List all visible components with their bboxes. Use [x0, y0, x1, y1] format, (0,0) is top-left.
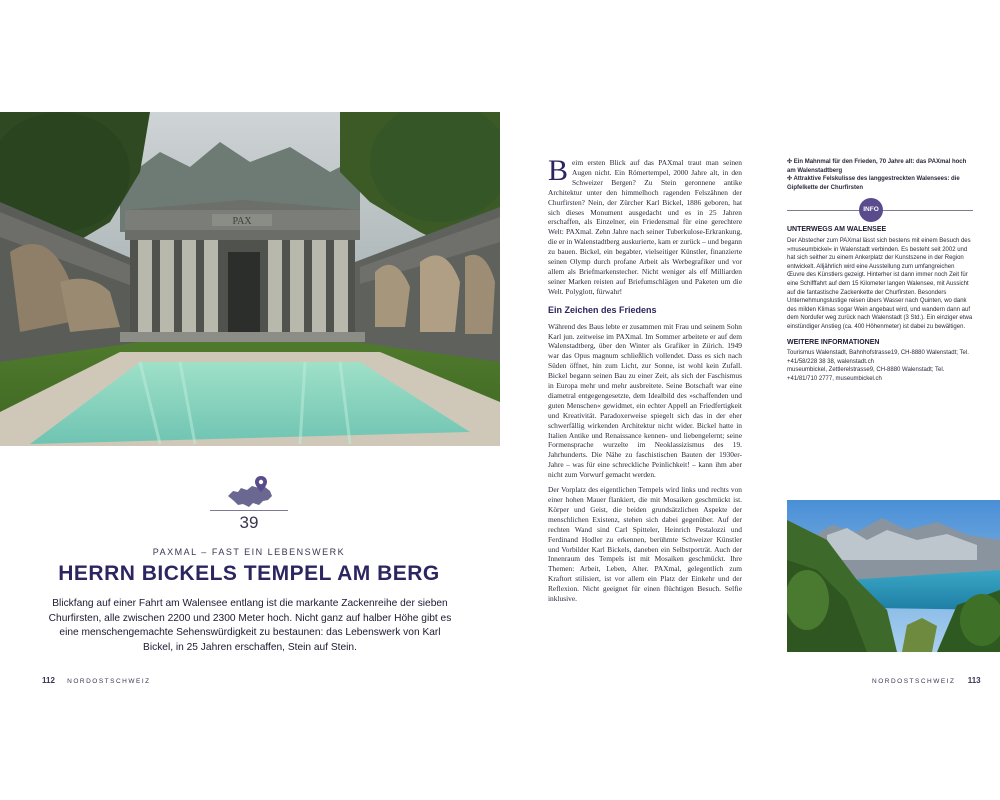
- kicker: PAXMAL – FAST EIN LEBENSWERK: [152, 547, 346, 557]
- body-paragraph-1: [548, 154, 742, 297]
- info-text: Der Abstecher zum PAXmal lässt sich bestens mit einem Besuch des »museumbickel« in Walenstadt verbinden. Es besteht seit 2002 und hat sich seither zu einem Ankerplatz der Kunstszene in der Region entwickelt. Alljährlich wird eine Ausstellung zum umfangreichen Œuvre des Künstlers gezeigt. Hinterher ist dann immer noch Zeit für eine Schifffahrt auf dem 15 Kilometer langen Walensee, mit Aussicht auf die fantastische Zackenkette der Churfirsten. Besonders Unternehmungslustige reisen übers Wasser nach Quinten, wo dank des milden Klimas sogar Wein angebaut wird, und wandern dann auf dem Nordufer weg zurück nach Walenstadt (3 Std.). Ein einziger etwa einstündiger Anstieg (ca. 400 Höhenmeter) ist dabei zu bewältigen.: [787, 237, 973, 330]
- info-heading: UNTERWEGS AM WALENSEE: [787, 226, 887, 234]
- number-rule: [210, 510, 288, 511]
- more-info-text-2: museumbickel, Zettlerelstrasse9, CH-8880 Walenstadt; Tel. +41/81/710 2777, museumbickel.ch: [787, 367, 945, 382]
- temple-inscription: PAX: [232, 216, 252, 227]
- caption-item: ✣ Attraktive Felskulisse des langgestreckten Walensees: die Gipfelkette der Churfirsten: [787, 176, 960, 191]
- dropcap: B: [548, 154, 569, 187]
- more-info-text-1: Tourismus Walenstadt, Bahnhofstrasse19, CH-8880 Walenstadt; Tel. +41/58/228 38 38, walenstadt.ch: [787, 350, 969, 365]
- walensee-photo: [787, 500, 1000, 652]
- caption-item: ✣ Ein Mahnmal für den Frieden, 70 Jahre alt: das PAXmal hoch am Walenstadtberg: [787, 159, 967, 174]
- left-folio: [42, 676, 151, 685]
- info-badge: INFO: [859, 198, 883, 222]
- section-name-right: NORDOSTSCHWEIZ: [872, 678, 956, 685]
- right-folio: [872, 676, 981, 685]
- page-number-right: 113: [967, 676, 981, 685]
- section-name-left: NORDOSTSCHWEIZ: [67, 678, 151, 685]
- page-number-left: 112: [42, 676, 55, 685]
- body-paragraph-3: Der Vorplatz des eigentlichen Tempels wird links und rechts von einer hohen Mauer flankiert, die mit Mosaiken geschmückt ist. Körper und Geist, die beiden grundsätzlichen Aspekte der menschlichen Existenz, stehen sich dabei gegenüber. Auf der rechten Wand sind Carl Spitteler, Heinrich Pestalozzi und Ferdinand Hodler zu erkennen, berühmte Schweizer Künstler und Vorbilder Karl Bickels, daneben ein Selbstporträt. Auch der Innenraum des Tempels ist mit Mosaiken geschmückt. Ihre Themen: Arbeit, Leben, Alter. PAXmal, gelegentlich zum Kraftort stilisiert, ist vor allem ein Platz der Einkehr und der Reflexion. Nicht geeignet für einen flüchtigen Besuch. Selfie inklusive.: [548, 485, 742, 604]
- right-page: [500, 112, 1000, 692]
- paxmal-temple-photo: [0, 112, 500, 446]
- photo-captions: [787, 158, 973, 192]
- lead-paragraph: Blickfang auf einer Fahrt am Walensee entlang ist die markante Zackenreihe der sieben Churfirsten, alle zwischen 2200 und 2300 Meter hoch. Nicht ganz auf halber Höhe gibt es eine menschengemachte Sehenswürdigkeit zu bestaunen: das Lebenswerk von Karl Bickel, in 25 Jahren erschaffen, Stein auf Stein.: [48, 598, 452, 653]
- more-info-heading: WEITERE INFORMATIONEN: [787, 338, 880, 346]
- body-paragraph-2: Während des Baus lebte er zusammen mit Frau und seinem Sohn Karl jun. zeitweise im PAXmal. Im Sommer arbeitete er auf dem Walenstadtberg, über den Winter als Grafiker in Zürich. 1949 war das Opus magnum schließlich vollendet. Dass es sich nach Süden öffnet, hin zum Licht, zur Sonne, ist wohl kein Zufall. Bickel begann seinen Bau zu einer Zeit, als sich der Faschismus in Europa mehr und mehr ausbreitete. Seine Botschaft war eine diametral entgegengesetzte, dem Idealbild des »schaffenden und guten Menschen« gewidmet, ein echter Appell an Friedfertigkeit und Kreativität. Paradoxerweise spiegelt sich das in der eher schwerfällig wirkenden Architektur nicht wider. Bickel hatte in Italien Antike und Renaissance kennen- und liebengelernt; seine Formensprache wurzelte im Neoklassizismus des 19. Jahrhunderts. Die Nähe zu faschistischen Bauten der 1930er-Jahre – was für eine schreckliche Peinlichkeit! – kann ihm aber nicht zum Vorwurf gemacht werden.: [548, 321, 742, 480]
- body-text-1: eim ersten Blick auf das PAXmal traut man seinen Augen nicht. Ein Römertempel, 2000 Jahre alt, in den Schweizer Bergen? Zu Stein geronnene antike Architektur unter den himmelhoch ragenden Felszähnen der Churfirsten? Nein, der Zürcher Karl Bickel, 1886 geboren, hat sich dieses Monument ausgedacht und es in 25 Jahren erschaffen, als Einzelner, ein Friedensmal für eine gerechtere Welt: PAXmal. Zehn Jahre nach seiner Tuberkulose-Erkrankung, die er in Walenstadtberg auskurierte, kam er zurück – und begann zu bauen. Bickel, ein begabter, vielseitiger Künstler, finanzierte seinen Olymp durch profane Arbeit als Werbegrafiker und vor allem als Briefmarkenstecher. Nicht weniger als elf Milliarden seiner Marken reisten auf Briefumschlägen und Paketen um die Welt. Polyglott, fürwahr!: [548, 158, 742, 296]
- article-body: [548, 154, 742, 609]
- info-divider: [787, 198, 973, 224]
- info-column: [787, 158, 973, 390]
- article-title: HERRN BICKELS TEMPEL AM BERG: [58, 562, 440, 585]
- site-number: 39: [239, 513, 259, 532]
- left-page: [0, 112, 500, 692]
- subheading: Ein Zeichen des Friedens: [548, 304, 657, 315]
